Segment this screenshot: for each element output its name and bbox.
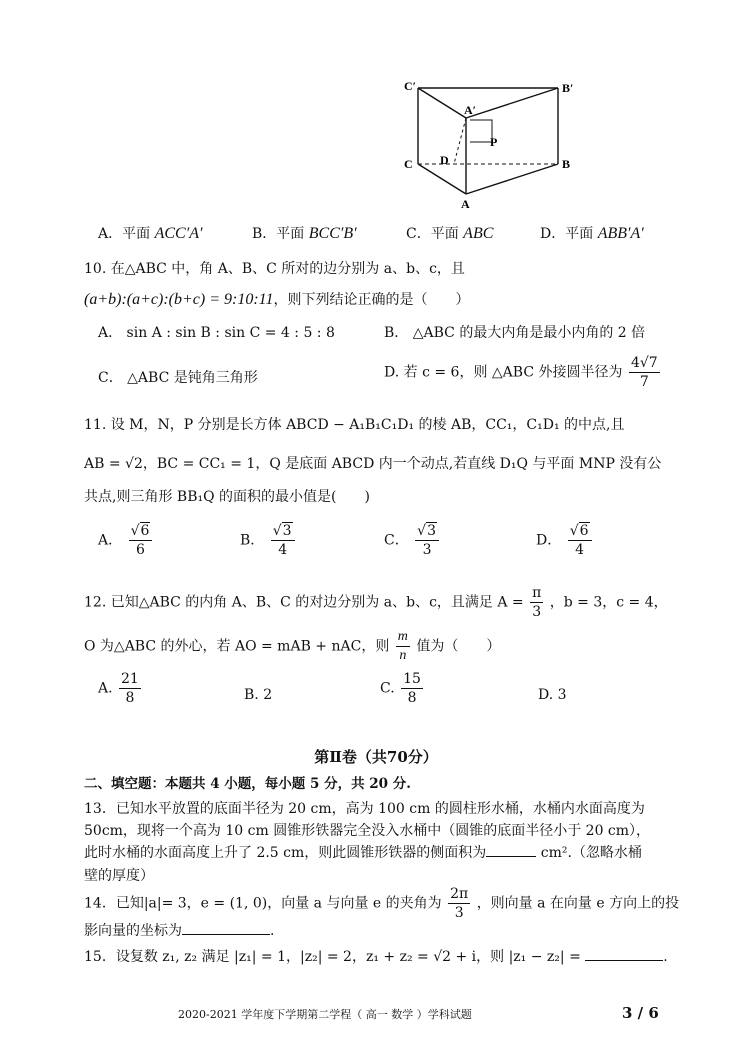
q9-option-d-math: ABB′A′ <box>597 225 644 242</box>
q12-stem-line-2 <box>84 630 500 663</box>
q12-option-b: B. 2 <box>244 687 273 703</box>
q9-option-d <box>540 226 644 242</box>
q15-line <box>84 950 668 964</box>
q10-option-b: B． △ABC 的最大内角是最小内角的 2 倍 <box>384 325 646 341</box>
label-b: B <box>562 157 571 171</box>
label-c: C <box>404 157 413 171</box>
q12-angle-denominator: 3 <box>532 604 542 620</box>
q11-option-a-fraction: $\frac{√6}{6}$ <box>129 524 153 557</box>
q9-option-a-prefix: A．平面 <box>98 226 151 242</box>
q11-option-a-radicand: 6 <box>140 523 150 539</box>
q12-ratio-denominator: n <box>399 648 407 663</box>
q13-answer-blank[interactable] <box>486 856 536 857</box>
q11-option-a-denominator: 6 <box>136 542 145 558</box>
q12-option-d: D. 3 <box>538 687 567 703</box>
q11-option-c-fraction: $\frac{√3}{3}$ <box>415 524 439 557</box>
q11-option-b-radicand: 3 <box>282 523 292 539</box>
q12-option-a <box>98 672 143 705</box>
label-d: D <box>440 153 449 167</box>
q10-option-d-fraction <box>629 356 660 389</box>
q12-stem-2b: 值为（ ） <box>416 638 501 655</box>
q10-option-d-prefix: D. 若 c = 6，则 △ABC 外接圆半径为 <box>384 364 623 381</box>
q10-stem-tail: ，则下列结论正确的是（ ） <box>273 292 470 308</box>
q12-stem-2a: O 为△ABC 的外心，若 AO = mAB + nAC，则 <box>84 638 390 655</box>
q9-option-a <box>98 226 202 242</box>
q9-option-a-math: ACC′A′ <box>154 225 203 242</box>
q11-option-d-radicand: 6 <box>579 523 589 539</box>
label-p: P <box>490 135 498 149</box>
q9-option-c-math: ABC <box>463 225 494 242</box>
q12-stem-1a: 12. 已知△ABC 的内角 A、B、C 的对边分别为 a、b、c，且满足 A = <box>84 594 524 611</box>
q14-line-2a: 影向量的坐标为 <box>84 923 182 939</box>
q15-end: . <box>663 949 668 965</box>
q11-stem-line-2: AB = √2，BC = CC₁ = 1，Q 是底面 ABCD 内一个动点,若直线 D₁Q 与平面 MNP 没有公 <box>84 456 662 472</box>
q15-answer-blank[interactable] <box>585 960 663 961</box>
q12-angle-numerator: π <box>532 585 542 601</box>
q12-option-c-denominator: 8 <box>407 690 417 706</box>
q13-line-3a: 此时水桶的水面高度上升了 2.5 cm，则此圆锥形铁器的侧面积为 <box>84 845 487 861</box>
q11-option-d-label: D． <box>536 532 562 549</box>
part2-title: 第Ⅱ卷（共70分） <box>314 748 438 766</box>
prism-figure <box>398 76 588 216</box>
q14-line-1a: 14．已知|a|= 3，e = (1, 0)，向量 a 与向量 e 的夹角为 <box>84 895 442 912</box>
q10-option-d <box>384 356 662 389</box>
q12-ratio-fraction <box>396 630 410 663</box>
q14-line-1b: ，则向量 a 在向量 e 方向上的投 <box>476 895 680 912</box>
q11-option-a-label: A． <box>98 532 123 549</box>
q12-option-c-label: C. <box>380 680 395 697</box>
q13-line-3b: cm².（忽略水桶 <box>540 845 642 861</box>
q11-option-c-label: C． <box>384 532 409 549</box>
q12-option-a-numerator: 21 <box>121 671 139 687</box>
q11-option-c-denominator: 3 <box>422 542 432 558</box>
label-a-prime: A′ <box>464 103 477 117</box>
q9-option-b-math: BCC′B′ <box>308 225 357 242</box>
label-b-prime: B′ <box>562 81 574 95</box>
q14-line-2b: . <box>270 923 275 939</box>
q10-stem-line-2 <box>84 292 469 308</box>
q9-option-b-prefix: B．平面 <box>252 226 305 242</box>
q12-option-c <box>380 672 425 705</box>
q10-option-d-denominator: 7 <box>639 374 649 390</box>
q9-option-c-prefix: C．平面 <box>406 226 459 242</box>
q10-ratio: (a+b):(a+c):(b+c) = 9:10:11 <box>84 291 274 308</box>
q14-answer-blank[interactable] <box>182 934 270 935</box>
q11-option-c <box>384 524 441 557</box>
label-c-prime: C′ <box>404 79 417 93</box>
q12-option-a-denominator: 8 <box>125 690 135 706</box>
page-number: 3 / 6 <box>622 1004 659 1022</box>
q9-option-b <box>252 226 357 242</box>
q12-option-c-fraction <box>401 672 423 705</box>
q11-option-c-radicand: 3 <box>427 523 437 539</box>
q12-angle-fraction <box>530 586 543 619</box>
q9-option-c <box>406 226 493 242</box>
q13-line-3 <box>84 846 642 860</box>
q11-stem-line-1: 11. 设 M，N，P 分别是长方体 ABCD − A₁B₁C₁D₁ 的棱 AB，CC₁，C₁D₁ 的中点,且 <box>84 417 625 433</box>
q14-line-1 <box>84 887 679 920</box>
q11-option-b-fraction: $\frac{√3}{4}$ <box>271 524 295 557</box>
footer-text: 2020-2021 学年度下学期第二学程（ 高一 数学 ）学科试题 <box>178 1008 472 1021</box>
q14-angle-denominator: 3 <box>454 905 464 921</box>
q13-line-1: 13．已知水平放置的底面半径为 20 cm，高为 100 cm 的圆柱形水桶，水桶内水面高度为 <box>84 801 645 817</box>
q12-stem-line-1 <box>84 586 668 619</box>
q9-option-d-prefix: D．平面 <box>540 226 594 242</box>
q12-option-a-fraction <box>119 672 141 705</box>
label-a: A <box>461 197 470 211</box>
q12-ratio-numerator: m <box>396 630 410 647</box>
q11-stem-line-3: 共点,则三角形 BB₁Q 的面积的最小值是( ) <box>84 489 370 505</box>
q11-option-b-denominator: 4 <box>278 542 288 558</box>
q11-option-b <box>240 524 297 557</box>
q10-stem-line-1: 10. 在△ABC 中，角 A、B、C 所对的边分别为 a、b、c，且 <box>84 261 465 277</box>
q11-option-b-label: B． <box>240 532 265 549</box>
q11-option-a <box>98 524 154 557</box>
q15-text: 15．设复数 z₁, z₂ 满足 |z₁| = 1，|z₂| = 2，z₁ + z₂ = √2 + i，则 |z₁ − z₂| = <box>84 949 581 965</box>
q11-option-d-denominator: 4 <box>575 542 585 558</box>
q11-option-d-fraction: $\frac{√6}{4}$ <box>568 524 592 557</box>
q14-line-2 <box>84 924 274 938</box>
q12-option-a-label: A. <box>98 680 113 697</box>
q14-angle-numerator: 2π <box>450 886 469 902</box>
q10-option-c: C． △ABC 是钝角三角形 <box>98 370 258 386</box>
q13-line-2: 50cm，现将一个高为 10 cm 圆锥形铁器完全没入水桶中（圆锥的底面半径小于 20 cm）， <box>84 823 651 839</box>
q10-option-d-numerator: 4√7 <box>630 355 658 371</box>
q12-option-c-numerator: 15 <box>403 671 421 687</box>
q14-angle-fraction <box>448 887 470 920</box>
part2-section-heading: 二、填空题：本题共 4 小题，每小题 5 分，共 20 分. <box>84 776 411 792</box>
q11-option-d <box>536 524 594 557</box>
q13-line-4: 壁的厚度） <box>84 868 154 884</box>
q12-stem-1b: ，b = 3，c = 4， <box>549 594 668 611</box>
q10-option-a: A． sin A : sin B : sin C = 4 : 5 : 8 <box>98 325 335 341</box>
